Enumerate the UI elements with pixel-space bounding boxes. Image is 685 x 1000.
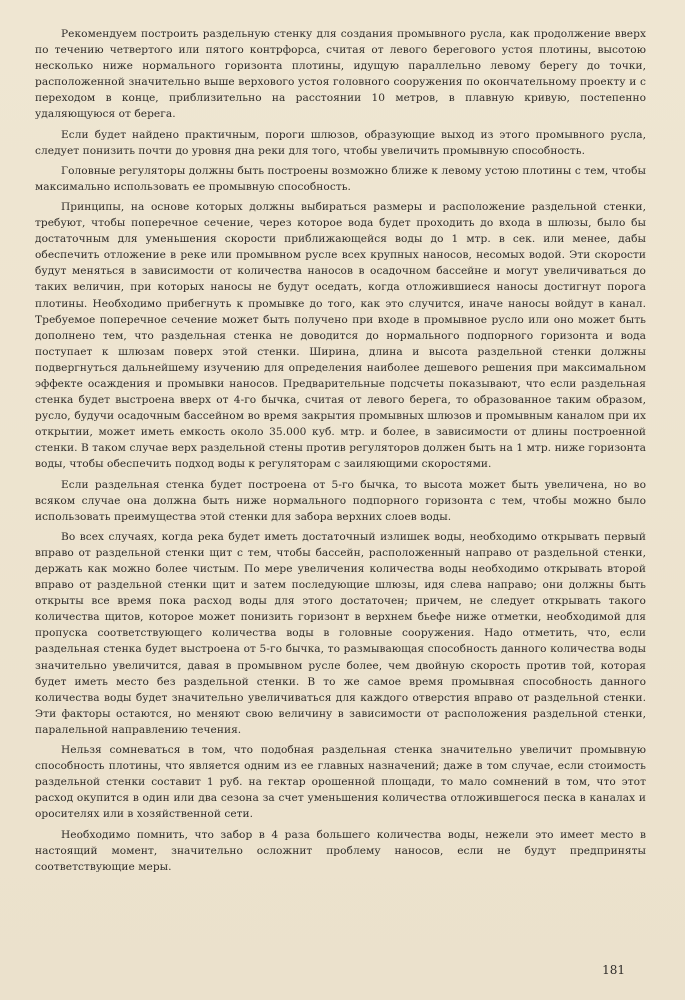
- paragraph-1: Рекомендуем построить раздельную стенку для создания промывного русла, как продолжение вверх по течению четвертого или пятого контрфорса, считая от левого берегового устоя плотины, высотою несколько ниже нормального горизонта плотины, идущую параллельно левому берегу до точки, расположенной значительно выше верхового устоя головного сооружения по окончательному проекту и с переходом в конце, приблизительно на расстоянии 10 метров, в плавную кривую, постепенно удаляющуюся от берега.: [35, 28, 646, 121]
- paragraph-4: Принципы, на основе которых должны выбираться размеры и расположение раздельной стенки, требуют, чтобы поперечное сечение, через которое вода будет проходить до входа в шлюзы, было бы достаточным для уменьшения скорости приближающейся воды до 1 мтр. в сек. или менее, дабы обеспечить отложение в реке или промывном русле всех крупных наносов, несомых водой. Эти скорости будут меняться в зависимости от количества наносов в осадочном бассейне и могут увеличиваться до таких величин, при которых наносы не будут оседать, когда отложившиеся наносы достигнут порога плотины. Необходимо прибегнуть к промывке до того, как это случится, иначе наносы войдут в канал. Требуемое поперечное сечение может быть получено при входе в промывное русло или оно может быть дополнено тем, что раздельная стенка не доводится до нормального подпорного горизонта и вода поступает к шлюзам поверх этой стенки. Ширина, длина и высота раздельной стенки должны подвергнуться дальнейшему изучению для определения наиболее дешевого решения при максимальном эффекте осаждения и промывки наносов. Предварительные подсчеты показывают, что если раздельная стенка будет выстроена вверх от 4-го бычка, считая от левого берега, то образованное таким образом, русло, будучи осадочным бассейном во время закрытия промывных шлюзов и промывным каналом при их открытии, может иметь емкость около 35.000 куб. мтр. и более, в зависимости от длины построенной стенки. В таком случае верх раздельной стены против регуляторов должен быть на 1 мтр. ниже горизонта воды, чтобы обеспечить подход воды к регуляторам с заиляющими скоростями.: [35, 200, 646, 471]
- paragraph-8: Необходимо помнить, что забор в 4 раза большего количества воды, нежели это имеет место в настоящий момент, значительно осложнит проблему наносов, если не будут предприняты соответствующие меры.: [35, 828, 646, 873]
- page-number: 181: [602, 963, 625, 977]
- paragraph-3: Головные регуляторы должны быть построены возможно ближе к левому устою плотины с тем, чтобы максимально использовать ее промывную способность.: [35, 164, 646, 193]
- body-text: [35, 26, 646, 879]
- paragraph-6: Во всех случаях, когда река будет иметь достаточный излишек воды, необходимо открывать первый вправо от раздельной стенки щит с тем, чтобы бассейн, расположенный направо от раздельной стенки, держать как можно более чистым. По мере увеличения количества воды необходимо открывать второй вправо от раздельной стенки щит и затем последующие шлюзы, идя слева направо; они должны быть открыты все время пока расход воды для этого достаточен; причем, не следует открывать такого количества щитов, которое может понизить горизонт в верхнем бьефе ниже отметки, необходимой для пропуска соответствующего количества воды в головные сооружения. Надо отметить, что, если раздельная стенка будет выстроена от 5-го бычка, то размывающая способность данного количества воды значительно увеличится, давая в промывном русле более, чем двойную скорость против той, которая будет иметь место без раздельной стенки. В то же самое время промывная способность данного количества воды будет значительно увеличиваться для каждого отверстия вправо от раздельной стенки. Эти факторы остаются, но меняют свою величину в зависимости от расположения раздельной стенки, паралельной направлению течения.: [35, 530, 646, 736]
- paragraph-7: Нельзя сомневаться в том, что подобная раздельная стенка значительно увеличит промывную способность плотины, что является одним из ее главных назначений; даже в том случае, если стоимость раздельной стенки составит 1 руб. на гектар орошенной площади, то мало сомнений в том, что этот расход окупится в один или два сезона за счет уменьшения количества отложившегося песка в каналах и оросителях или в хозяйственной сети.: [35, 744, 646, 821]
- paragraph-5: Если раздельная стенка будет построена от 5-го бычка, то высота может быть увеличена, но во всяком случае она должна быть ниже нормального подпорного горизонта с тем, чтобы можно было использовать преимущества этой стенки для забора верхних слоев воды.: [35, 478, 646, 523]
- paragraph-2: Если будет найдено практичным, пороги шлюзов, образующие выход из этого промывного русла, следует понизить почти до уровня дна реки для того, чтобы увеличить промывную способность.: [35, 128, 646, 157]
